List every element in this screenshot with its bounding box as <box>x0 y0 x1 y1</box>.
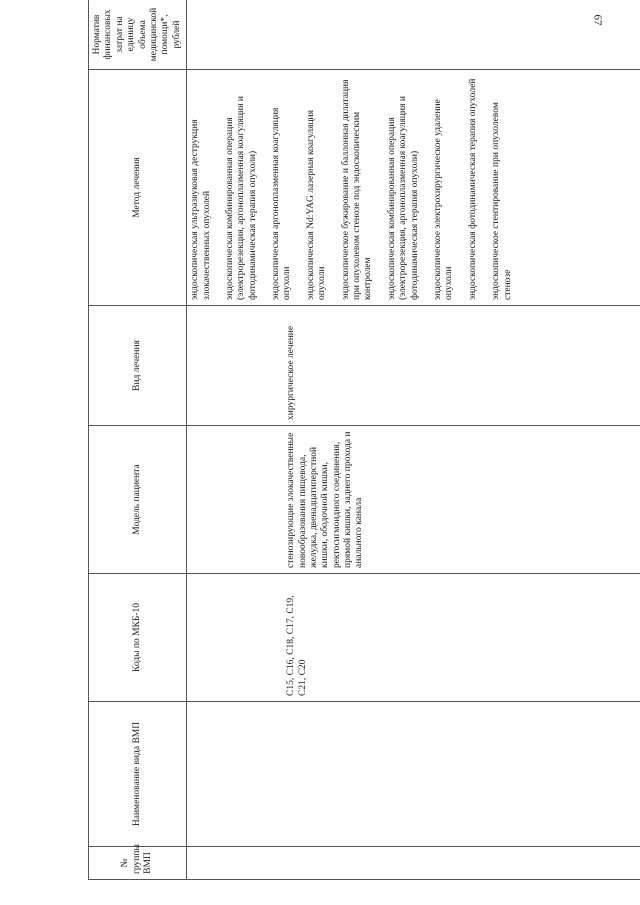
cell-vmp-name <box>187 702 640 847</box>
header-patient-model: Модель пациента <box>89 426 187 574</box>
header-vmp-name: Наименование вида ВМП <box>89 702 187 847</box>
method-item: эндоскопическая аргоноплазменная коагуляция опухоли <box>271 107 293 300</box>
method-item: эндоскопическое бужирование и баллонная дилатация при опухолевом стенозе под эндоскопическим контролем <box>340 79 374 300</box>
table-header-row <box>89 0 187 880</box>
cell-financial-norm <box>187 0 640 70</box>
method-item: эндоскопическая Nd:YAG лазерная коагуляция опухоли <box>305 110 328 300</box>
header-icd-codes: Коды по МКБ-10 <box>89 574 187 702</box>
vmp-table <box>88 0 640 880</box>
icd-codes-text: С15, С16, С18, С17, С19, С21, С20 <box>286 595 308 696</box>
method-item: эндоскопическое электрохирургическое удаление опухоли <box>432 99 455 300</box>
method-item: эндоскопическое стентирование при опухолевом стенозе <box>491 102 513 300</box>
cell-treatment-method <box>187 70 640 306</box>
method-item: эндоскопическая фотодинамическая терапия опухолей <box>467 78 478 300</box>
header-financial-norm: Норматив финансовых затрат на единицу объема медицинской помощи*, рублей <box>89 0 187 70</box>
cell-group-number <box>187 847 640 880</box>
header-treatment-type: Вид лечения <box>89 306 187 426</box>
table-row <box>187 0 640 880</box>
method-item: эндоскопическая комбинированная операция (электрорезекция, аргоноплазменная коагуляция и фотодинамическая терапия опухоли) <box>224 96 258 300</box>
cell-patient-model <box>187 426 640 574</box>
rotated-table-page <box>88 0 640 880</box>
method-item: эндоскопическая ультразвуковая деструкция злокачественных опухолей <box>190 119 212 300</box>
page-number: 67 <box>591 14 604 26</box>
cell-treatment-type <box>187 306 640 426</box>
patient-model-text: стенозирующие злокачественные новообразования пищевода, желудка, двенадцатиперстной кишки, ободочной кишки, ректосигмоидного соединения, прямой кишки, заднего прохода и анального канала <box>286 431 365 568</box>
header-treatment-method: Метод лечения <box>89 70 187 306</box>
header-group-number: № группы ВМП <box>89 847 187 880</box>
cell-icd-codes <box>187 574 640 702</box>
treatment-type-text: хирургическое лечение <box>286 325 297 420</box>
method-item: эндоскопическая комбинированная операция (электрорезекция, аргоноплазменная коагуляция и фотодинамическая терапия опухоли) <box>386 96 420 300</box>
